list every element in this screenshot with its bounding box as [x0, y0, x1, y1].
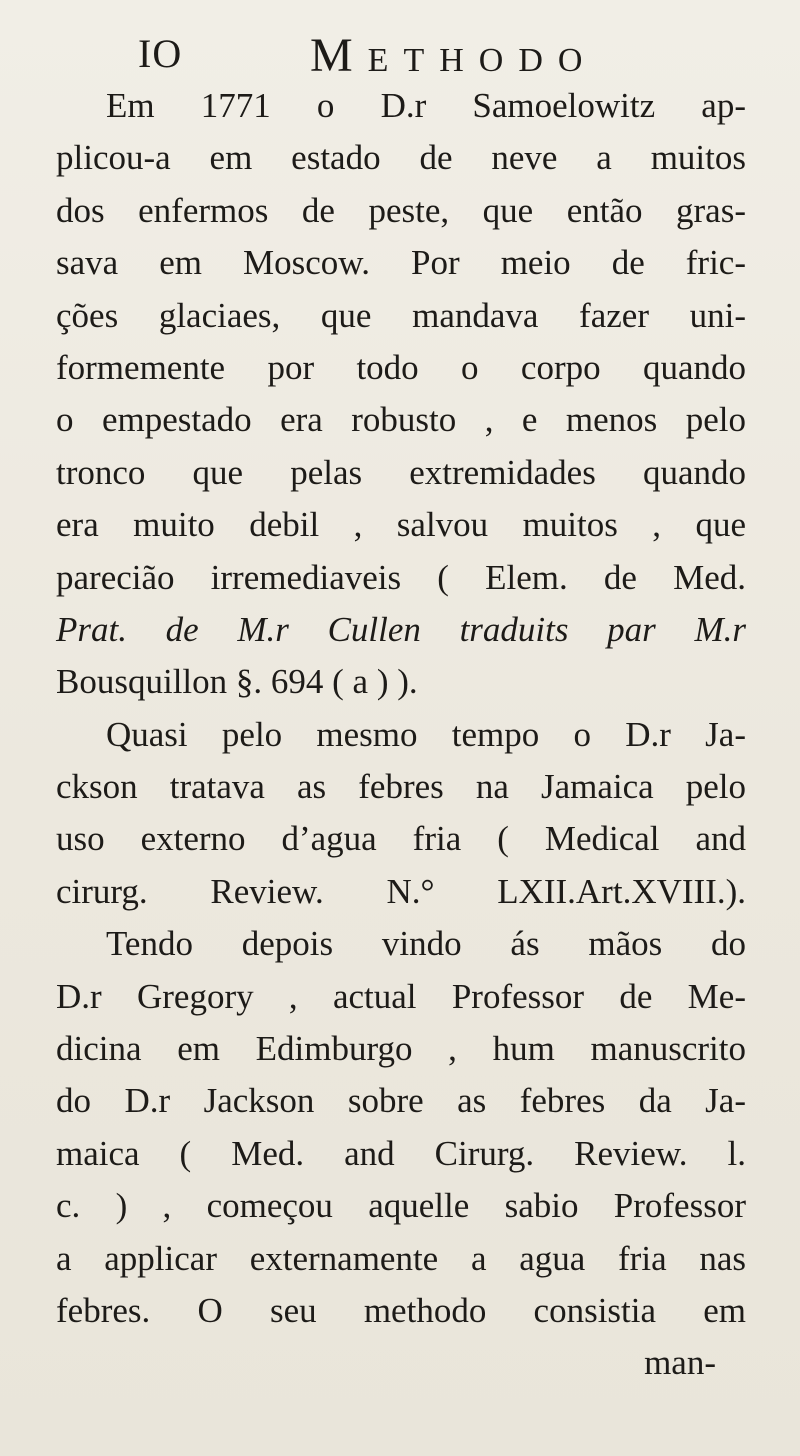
text-line: Em 1771 o D.r Samoelowitz ap-	[106, 86, 746, 125]
text-line: o empestado era robusto , e menos pelo	[56, 400, 746, 440]
text-line: plicou-a em estado de neve a muitos	[56, 138, 746, 178]
text-line: D.r Gregory , actual Professor de Me-	[56, 976, 746, 1016]
text-line: Bousquillon §. 694 ( a ) ).	[56, 662, 418, 702]
text-line: uso externo d’agua fria ( Medical and	[56, 819, 746, 859]
text-line: era muito debil , salvou muitos , que	[56, 505, 746, 545]
running-title: Methodo	[310, 29, 598, 82]
text-line: ções glaciaes, que mandava fazer uni-	[56, 295, 746, 335]
text-line: c. ) , começou aquelle sabio Professor	[56, 1186, 746, 1226]
text-line: dos enfermos de peste, que então gras-	[56, 190, 746, 230]
text-line: do D.r Jackson sobre as febres da Ja-	[56, 1081, 746, 1121]
text-line: febres. O seu methodo consistia em	[56, 1290, 746, 1330]
text-line: Prat. de M.r Cullen traduits par M.r	[56, 609, 746, 649]
text-line: a applicar externamente a agua fria nas	[56, 1238, 746, 1278]
text-line: formemente por todo o corpo quando	[56, 347, 746, 387]
catchword: man-	[644, 1343, 716, 1383]
text-line: parecião irremediaveis ( Elem. de Med.	[56, 557, 746, 597]
page-header	[120, 28, 760, 88]
text-line: Quasi pelo mesmo tempo o D.r Ja-	[106, 714, 746, 754]
body-text	[56, 80, 746, 1390]
text-line: maica ( Med. and Cirurg. Review. l.	[56, 1133, 746, 1173]
text-line: sava em Moscow. Por meio de fric-	[56, 243, 746, 283]
text-line: tronco que pelas extremidades quando	[56, 452, 746, 492]
page-number: IO	[138, 31, 183, 76]
text-line: dicina em Edimburgo , hum manuscrito	[56, 1029, 746, 1069]
text-line: cirurg. Review. N.° LXII.Art.XVIII.).	[56, 871, 746, 911]
text-line: Tendo depois vindo ás mãos do	[106, 924, 746, 964]
text-line: ckson tratava as febres na Jamaica pelo	[56, 767, 746, 807]
